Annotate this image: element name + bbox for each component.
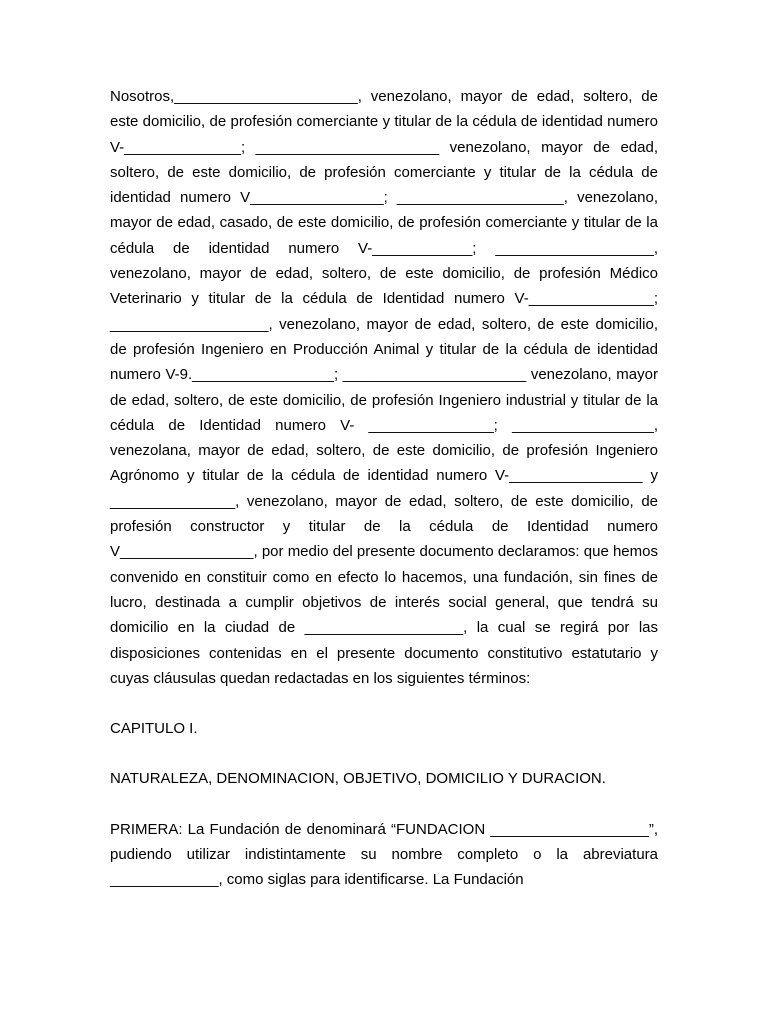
chapter-heading: CAPITULO I. — [110, 720, 198, 738]
clause-first: PRIMERA: La Fundación de denominará “FUNDACION ___________________”, pudiendo utilizar indistintamente su nombre completo o la abreviatura _____________, como siglas para identificarse. La Fundación — [110, 820, 658, 889]
spacer — [110, 691, 658, 716]
intro-paragraph: Nosotros,______________________, venezolano, mayor de edad, soltero, de este domicilio, de profesión comerciante y titular de la cédula de identidad numero V-______________; ______________________ venezolano, mayor de edad, soltero, de este domicilio, de profesión comerciante y titular de la cédula de identidad numero V________________; ____________________, venezolano, mayor de edad, casado, de este domicilio, de profesión comerciante y titular de la cédula de identidad numero V-____________; ___________________, venezolano, mayor de edad, soltero, de este domicilio, de profesión Médico Veterinario y titular de la cédula de Identidad numero V-_______________; ___________________, venezolano, mayor de edad, soltero, de este domicilio, de profesión Ingeniero en Producción Animal y titular de la cédula de identidad numero V-9._________________; ______________________ venezolano, mayor de edad, soltero, de este domicilio, de profesión Ingeniero industrial y titular de la cédula de Identidad numero V- _______________; _________________, venezolana, mayor de edad, soltero, de este domicilio, de profesión Ingeniero Agrónomo y titular de la cédula de identidad numero V-________________ y _______________, venezolano, mayor de edad, soltero, de este domicilio, de profesión constructor y titular de la cédula de Identidad numero V________________, por medio del presente documento declaramos: que hemos convenido en constituir como en efecto lo hacemos, una fundación, sin fines de lucro, destinada a cumplir objetivos de interés social general, que tendrá su domicilio en la ciudad de ___________________, la cual se regirá por las disposiciones contenidas en el presente documento constitutivo estatutario y cuyas cláusulas quedan redactadas en los siguientes términos: — [110, 88, 658, 687]
spacer — [110, 741, 658, 766]
chapter-subtitle: NATURALEZA, DENOMINACION, OBJETIVO, DOMICILIO Y DURACION. — [110, 770, 606, 788]
spacer — [110, 792, 658, 817]
